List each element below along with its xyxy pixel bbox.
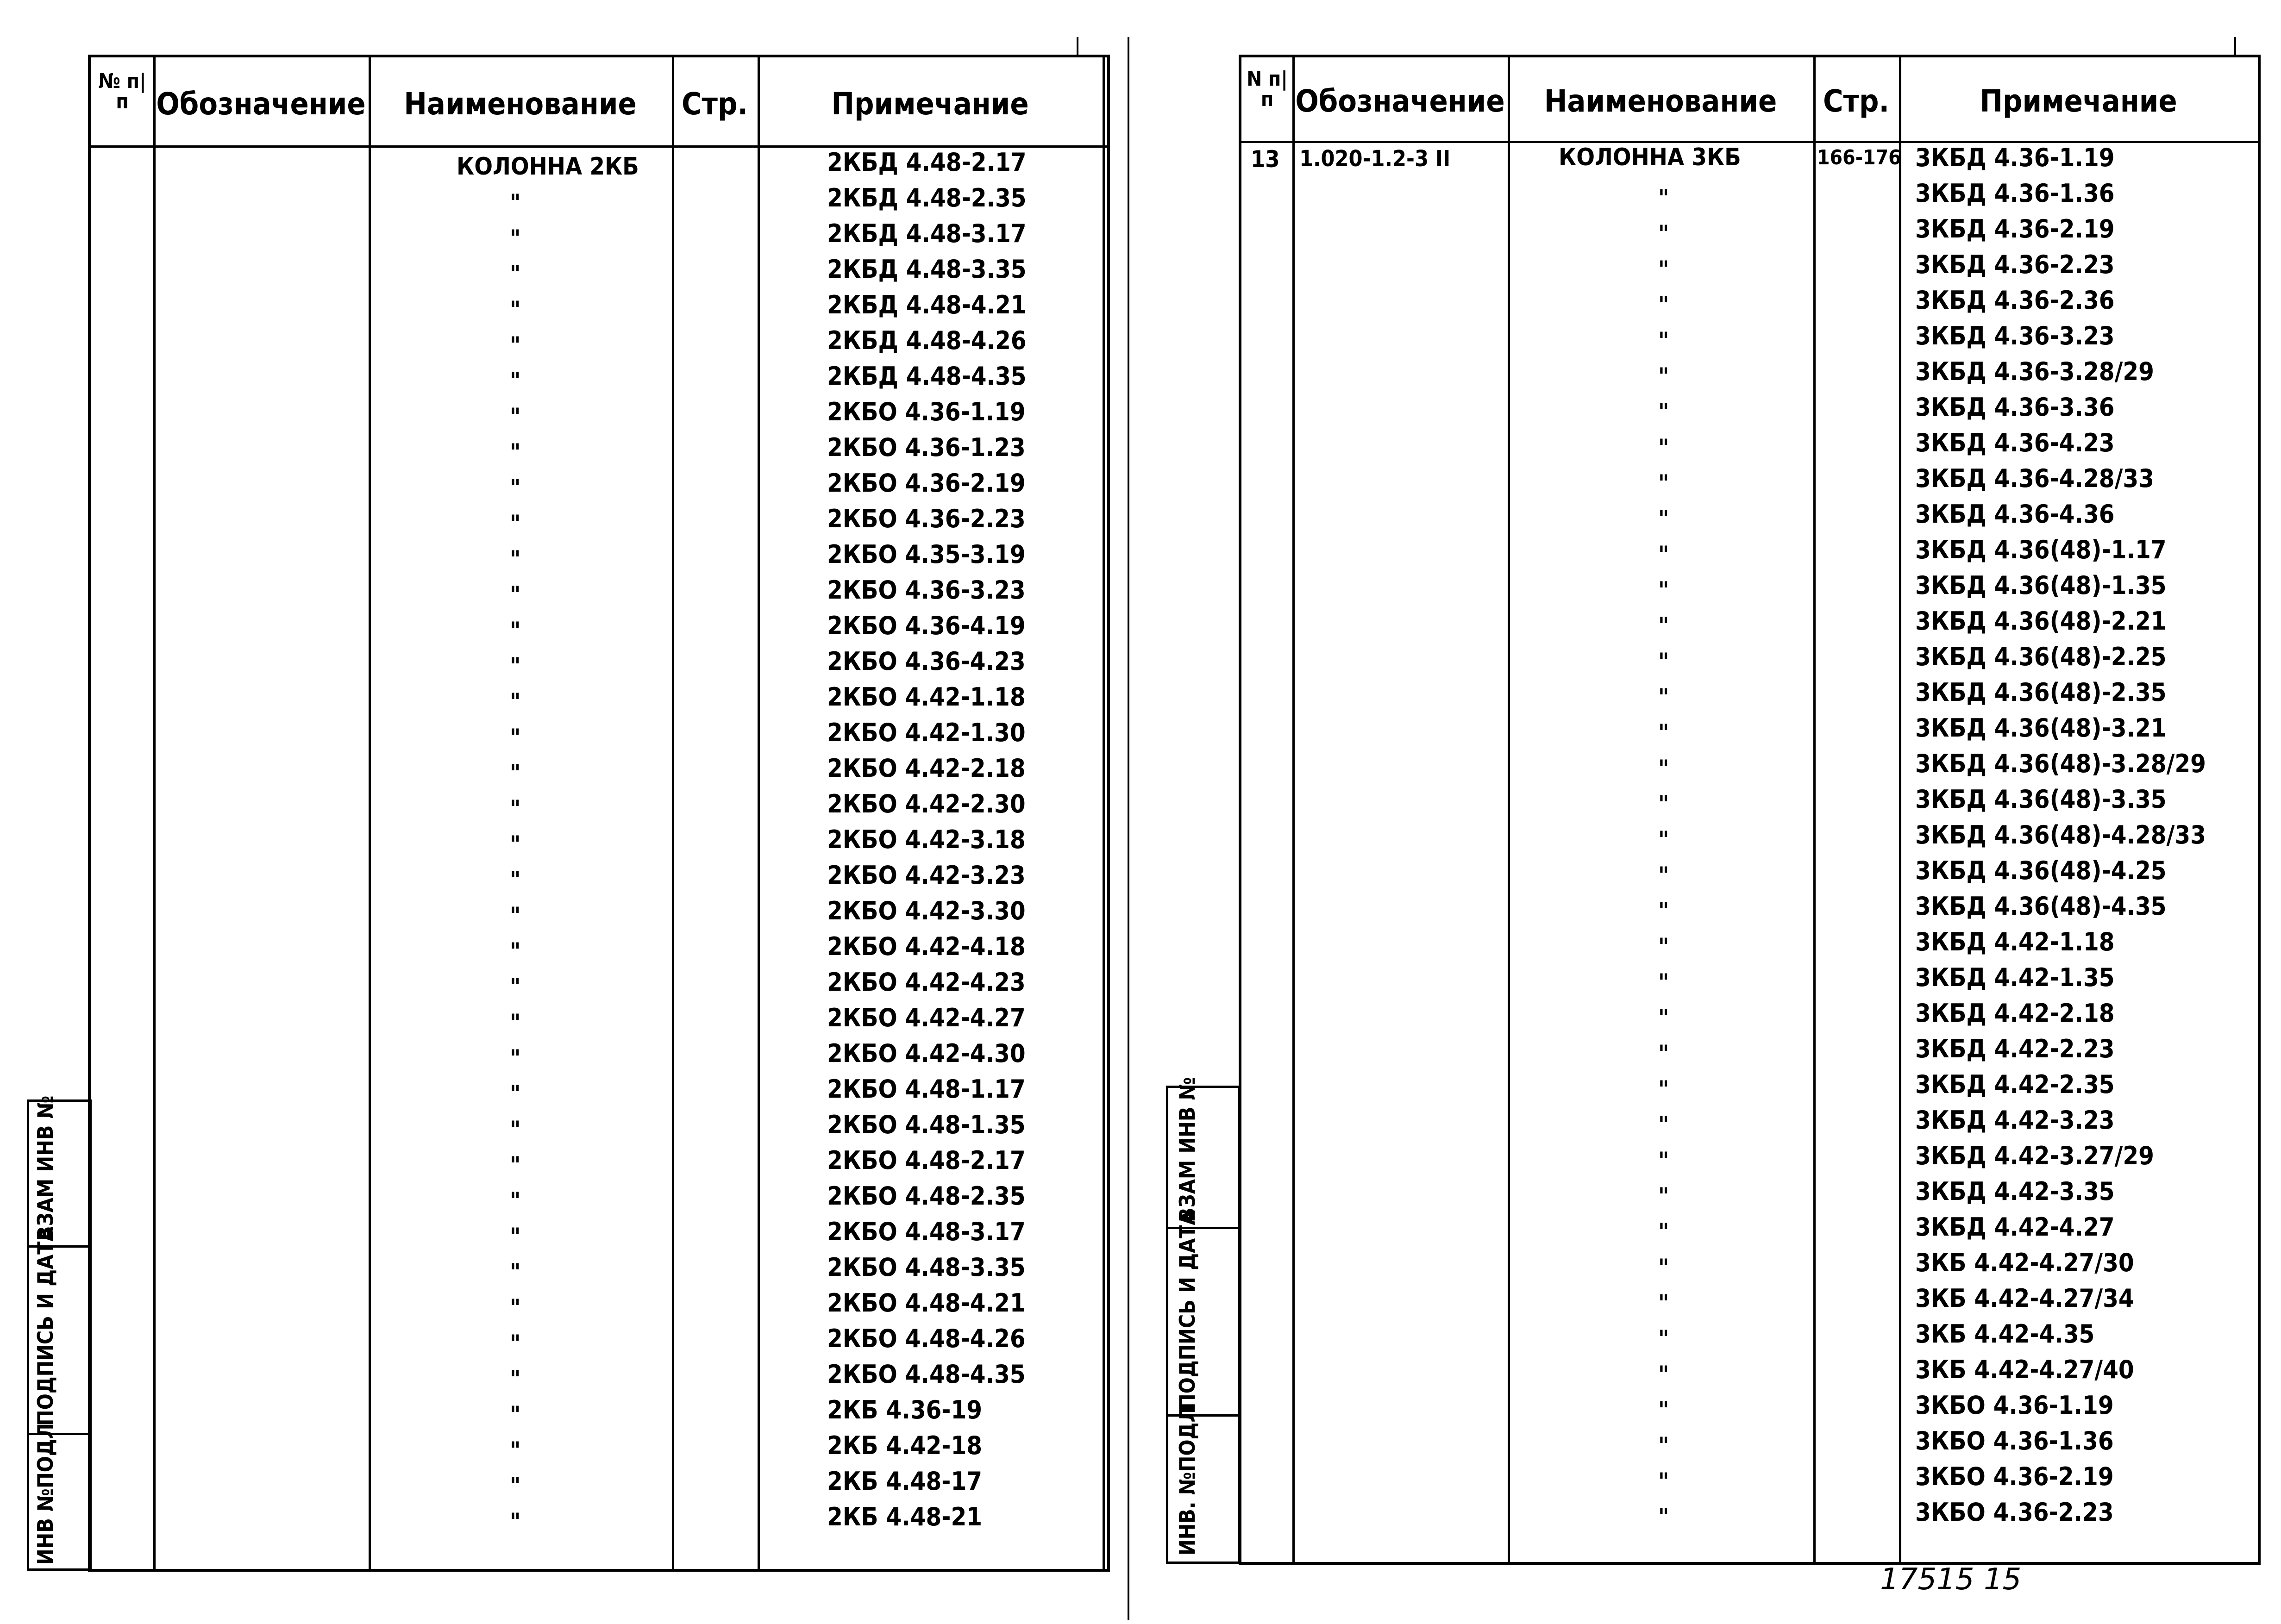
note-row: 3КБД 4.36-4.28/33	[1915, 464, 2154, 493]
note-row: 2КБО 4.42-4.18	[827, 932, 1026, 961]
note-row: 3КБД 4.36-1.36	[1915, 179, 2115, 208]
note-row: 2КБО 4.36-1.23	[827, 433, 1026, 462]
ditto-mark: "	[510, 1259, 521, 1286]
note-row: 2КБО 4.42-3.23	[827, 861, 1026, 890]
ditto-mark: "	[1658, 684, 1669, 711]
note-row: 2КБО 4.48-3.17	[827, 1217, 1026, 1246]
ditto-mark: "	[1658, 1254, 1669, 1281]
header-note: Примечание	[1980, 83, 2177, 119]
note-row: 2КБО 4.42-3.18	[827, 825, 1026, 854]
header-num: N п|п	[1247, 67, 1288, 111]
note-row: 3КБД 4.36(48)-3.28/29	[1915, 749, 2206, 778]
ditto-mark: "	[1658, 185, 1669, 212]
ditto-mark: "	[510, 1116, 521, 1143]
ditto-mark: "	[510, 1437, 521, 1464]
note-row: 2КБ 4.36-19	[827, 1395, 983, 1424]
first-row-designation: 1.020-1.2-3 II	[1299, 146, 1451, 172]
ditto-mark: "	[1658, 327, 1669, 354]
note-row: 3КБД 4.42-4.27	[1915, 1212, 2115, 1242]
col-divider	[1103, 57, 1105, 1569]
note-row: 2КБО 4.36-4.23	[827, 647, 1026, 676]
note-row: 2КБО 4.42-2.30	[827, 789, 1026, 818]
ditto-mark: "	[510, 795, 521, 822]
note-row: 3КБД 4.36(48)-4.35	[1915, 892, 2167, 921]
ditto-mark: "	[510, 831, 521, 858]
note-row: 3КБД 4.36(48)-4.28/33	[1915, 820, 2206, 849]
ditto-mark: "	[510, 1081, 521, 1107]
first-row-name: КОЛОННА 3КБ	[1559, 144, 1741, 171]
ditto-mark: "	[510, 332, 521, 359]
ditto-mark: "	[1658, 612, 1669, 639]
ditto-mark: "	[510, 938, 521, 965]
first-row-num: 13	[1251, 146, 1280, 173]
ditto-mark: "	[1658, 577, 1669, 604]
ditto-mark: "	[1658, 969, 1669, 996]
right-spec-table	[1239, 55, 2261, 1565]
ditto-mark: "	[510, 546, 521, 573]
first-row-name: КОЛОННА 2КБ	[457, 153, 639, 181]
col-divider	[672, 57, 674, 1569]
note-row: 2КБО 4.42-4.30	[827, 1039, 1026, 1068]
ditto-mark: "	[510, 296, 521, 323]
ditto-mark: "	[510, 581, 521, 608]
col-divider	[1899, 57, 1901, 1562]
stamp-replace-label: ВЗАМ ИНВ №	[1175, 1077, 1200, 1222]
note-row: 3КБД 4.36-1.19	[1915, 143, 2115, 172]
ditto-mark: "	[510, 403, 521, 430]
ditto-mark: "	[510, 902, 521, 929]
stamp-inv-label: ИНВ. №ПОДЛ	[1175, 1406, 1200, 1555]
note-row: 2КБО 4.48-2.17	[827, 1146, 1026, 1175]
ditto-mark: "	[510, 1508, 521, 1535]
right-sheet	[1139, 0, 2281, 1624]
note-row: 2КБО 4.42-4.27	[827, 1003, 1026, 1032]
header-name: Наименование	[1544, 83, 1777, 119]
ditto-mark: "	[510, 1294, 521, 1321]
note-row: 3КБО 4.36-1.36	[1915, 1426, 2114, 1455]
ditto-mark: "	[1658, 1325, 1669, 1352]
note-row: 3КБД 4.36(48)-1.35	[1915, 571, 2167, 600]
ditto-mark: "	[510, 724, 521, 751]
note-row: 2КБО 4.36-4.19	[827, 611, 1026, 640]
note-row: 3КБД 4.36(48)-2.21	[1915, 606, 2167, 636]
note-row: 3КБД 4.36-4.36	[1915, 500, 2115, 529]
ditto-mark: "	[1658, 1290, 1669, 1317]
ditto-mark: "	[1658, 1183, 1669, 1210]
ditto-mark: "	[1658, 363, 1669, 390]
ditto-mark: "	[510, 1223, 521, 1250]
left-sheet	[0, 0, 1139, 1624]
ditto-mark: "	[1658, 1504, 1669, 1530]
stamp-signature-label: ПОДПИСЬ И ДАТА	[1175, 1210, 1200, 1410]
note-row: 3КБ 4.42-4.35	[1915, 1319, 2095, 1349]
header-name: Наименование	[404, 86, 637, 122]
note-row: 3КБД 4.36(48)-3.35	[1915, 785, 2167, 814]
col-divider	[1508, 57, 1510, 1562]
note-row: 2КБО 4.36-2.19	[827, 468, 1026, 498]
note-row: 2КБО 4.36-2.23	[827, 504, 1026, 533]
ditto-mark: "	[510, 867, 521, 893]
ditto-mark: "	[510, 261, 521, 287]
note-row: 3КБД 4.36(48)-3.21	[1915, 713, 2167, 743]
note-row: 3КБО 4.36-1.19	[1915, 1391, 2114, 1420]
note-row: 3КБД 4.42-1.35	[1915, 963, 2115, 992]
header-num: № п|п	[98, 69, 146, 113]
note-row: 2КБД 4.48-3.17	[827, 219, 1027, 248]
note-row: 2КБД 4.48-4.21	[827, 290, 1027, 319]
top-tick-mark	[2234, 37, 2236, 56]
ditto-mark: "	[1658, 1397, 1669, 1424]
note-row: 2КБО 4.48-2.35	[827, 1181, 1026, 1211]
ditto-mark: "	[1658, 826, 1669, 853]
note-row: 3КБД 4.42-2.23	[1915, 1034, 2115, 1063]
ditto-mark: "	[1658, 1432, 1669, 1459]
note-row: 3КБД 4.36-2.36	[1915, 286, 2115, 315]
ditto-mark: "	[510, 1009, 521, 1036]
note-row: 2КБО 4.42-4.23	[827, 968, 1026, 997]
first-row-page: 166-176	[1817, 146, 1901, 169]
header-designation: Обозначение	[1295, 83, 1505, 119]
top-tick-mark	[1077, 37, 1078, 56]
header-designation: Обозначение	[156, 86, 366, 122]
binding-line	[1128, 37, 1129, 1620]
note-row: 3КБД 4.36(48)-2.35	[1915, 678, 2167, 707]
note-row: 2КБО 4.48-3.35	[827, 1253, 1026, 1282]
ditto-mark: "	[1658, 1112, 1669, 1138]
note-row: 3КБО 4.36-2.19	[1915, 1462, 2114, 1491]
note-row: 3КБД 4.42-3.27/29	[1915, 1141, 2154, 1170]
note-row: 2КБД 4.48-4.26	[827, 326, 1027, 355]
ditto-mark: "	[510, 475, 521, 501]
note-row: 2КБД 4.48-4.35	[827, 362, 1027, 391]
note-row: 2КБ 4.42-18	[827, 1431, 983, 1460]
ditto-mark: "	[510, 1366, 521, 1393]
ditto-mark: "	[510, 688, 521, 715]
ditto-mark: "	[1658, 755, 1669, 782]
note-row: 2КБО 4.36-3.23	[827, 575, 1026, 605]
col-divider	[1813, 57, 1816, 1562]
col-divider	[758, 57, 760, 1569]
note-row: 2КБД 4.48-2.35	[827, 183, 1027, 212]
header-page: Стр.	[1823, 83, 1890, 119]
note-row: 2КБО 4.42-3.30	[827, 896, 1026, 925]
note-row: 2КБД 4.48-3.35	[827, 255, 1027, 284]
ditto-mark: "	[1658, 791, 1669, 818]
note-row: 3КБД 4.36-2.19	[1915, 214, 2115, 244]
sheet-number-footer: 17515 15	[1880, 1562, 2022, 1597]
note-row: 2КБО 4.42-2.18	[827, 754, 1026, 783]
ditto-mark: "	[510, 1330, 521, 1357]
note-row: 3КБД 4.36-3.23	[1915, 321, 2115, 350]
ditto-mark: "	[510, 1152, 521, 1179]
ditto-mark: "	[510, 974, 521, 1000]
ditto-mark: "	[1658, 1361, 1669, 1388]
note-row: 3КБД 4.36(48)-4.25	[1915, 856, 2167, 885]
note-row: 3КБО 4.36-2.23	[1915, 1498, 2114, 1527]
ditto-mark: "	[1658, 470, 1669, 497]
ditto-mark: "	[510, 760, 521, 787]
col-divider	[153, 57, 156, 1569]
stamp-inv-label: ИНВ №ПОДЛ	[33, 1423, 58, 1565]
ditto-mark: "	[1658, 399, 1669, 425]
col-divider	[369, 57, 371, 1569]
left-spec-table	[88, 55, 1110, 1572]
ditto-mark: "	[510, 1187, 521, 1214]
note-row: 2КБО 4.48-4.26	[827, 1324, 1026, 1353]
note-row: 3КБ 4.42-4.27/34	[1915, 1284, 2134, 1313]
header-page: Стр.	[681, 86, 748, 122]
ditto-mark: "	[1658, 1147, 1669, 1174]
note-row: 3КБД 4.36-3.36	[1915, 393, 2115, 422]
note-row: 2КБО 4.36-1.19	[827, 397, 1026, 426]
note-row: 3КБД 4.36(48)-2.25	[1915, 642, 2167, 671]
ditto-mark: "	[1658, 1005, 1669, 1031]
note-row: 2КБО 4.48-1.35	[827, 1110, 1026, 1139]
ditto-mark: "	[1658, 506, 1669, 532]
ditto-mark: "	[1658, 1040, 1669, 1067]
note-row: 3КБД 4.42-1.18	[1915, 927, 2115, 956]
ditto-mark: "	[1658, 1468, 1669, 1495]
ditto-mark: "	[1658, 256, 1669, 283]
ditto-mark: "	[510, 1473, 521, 1499]
note-row: 3КБД 4.42-2.35	[1915, 1070, 2115, 1099]
ditto-mark: "	[510, 189, 521, 216]
note-row: 3КБД 4.36-2.23	[1915, 250, 2115, 279]
ditto-mark: "	[1658, 648, 1669, 675]
note-row: 3КБД 4.36-4.23	[1915, 428, 2115, 457]
ditto-mark: "	[1658, 541, 1669, 568]
note-row: 2КБО 4.48-4.21	[827, 1288, 1026, 1318]
right-archive-stamp	[1166, 1077, 1240, 1564]
note-row: 3КБД 4.42-2.18	[1915, 999, 2115, 1028]
ditto-mark: "	[1658, 933, 1669, 960]
ditto-mark: "	[510, 1401, 521, 1428]
ditto-mark: "	[1658, 434, 1669, 461]
stamp-replace-label: ВЗАМ ИНВ №	[33, 1095, 58, 1241]
ditto-mark: "	[510, 439, 521, 466]
stamp-signature-label: ПОДПИСЬ И ДАТА	[33, 1226, 58, 1426]
note-row: 2КБД 4.48-2.17	[827, 148, 1027, 177]
ditto-mark: "	[1658, 1218, 1669, 1245]
ditto-mark: "	[510, 225, 521, 252]
ditto-mark: "	[510, 653, 521, 680]
ditto-mark: "	[1658, 862, 1669, 889]
note-row: 2КБО 4.35-3.19	[827, 540, 1026, 569]
note-row: 2КБО 4.42-1.18	[827, 682, 1026, 712]
left-archive-stamp	[27, 1095, 92, 1571]
note-row: 3КБД 4.42-3.23	[1915, 1106, 2115, 1135]
header-note: Примечание	[831, 86, 1029, 122]
note-row: 2КБ 4.48-17	[827, 1467, 983, 1496]
ditto-mark: "	[1658, 1076, 1669, 1103]
note-row: 3КБ 4.42-4.27/30	[1915, 1248, 2134, 1277]
ditto-mark: "	[510, 1045, 521, 1072]
ditto-mark: "	[1658, 220, 1669, 247]
ditto-mark: "	[510, 617, 521, 644]
ditto-mark: "	[1658, 292, 1669, 319]
note-row: 3КБД 4.36-3.28/29	[1915, 357, 2154, 386]
ditto-mark: "	[1658, 898, 1669, 924]
ditto-mark: "	[510, 510, 521, 537]
note-row: 2КБ 4.48-21	[827, 1502, 983, 1531]
ditto-mark: "	[1658, 719, 1669, 746]
col-divider	[1292, 57, 1295, 1562]
note-row: 2КБО 4.42-1.30	[827, 718, 1026, 747]
note-row: 2КБО 4.48-1.17	[827, 1074, 1026, 1104]
note-row: 3КБД 4.42-3.35	[1915, 1177, 2115, 1206]
ditto-mark: "	[510, 368, 521, 394]
note-row: 3КБ 4.42-4.27/40	[1915, 1355, 2134, 1384]
note-row: 2КБО 4.48-4.35	[827, 1360, 1026, 1389]
note-row: 3КБД 4.36(48)-1.17	[1915, 535, 2167, 564]
